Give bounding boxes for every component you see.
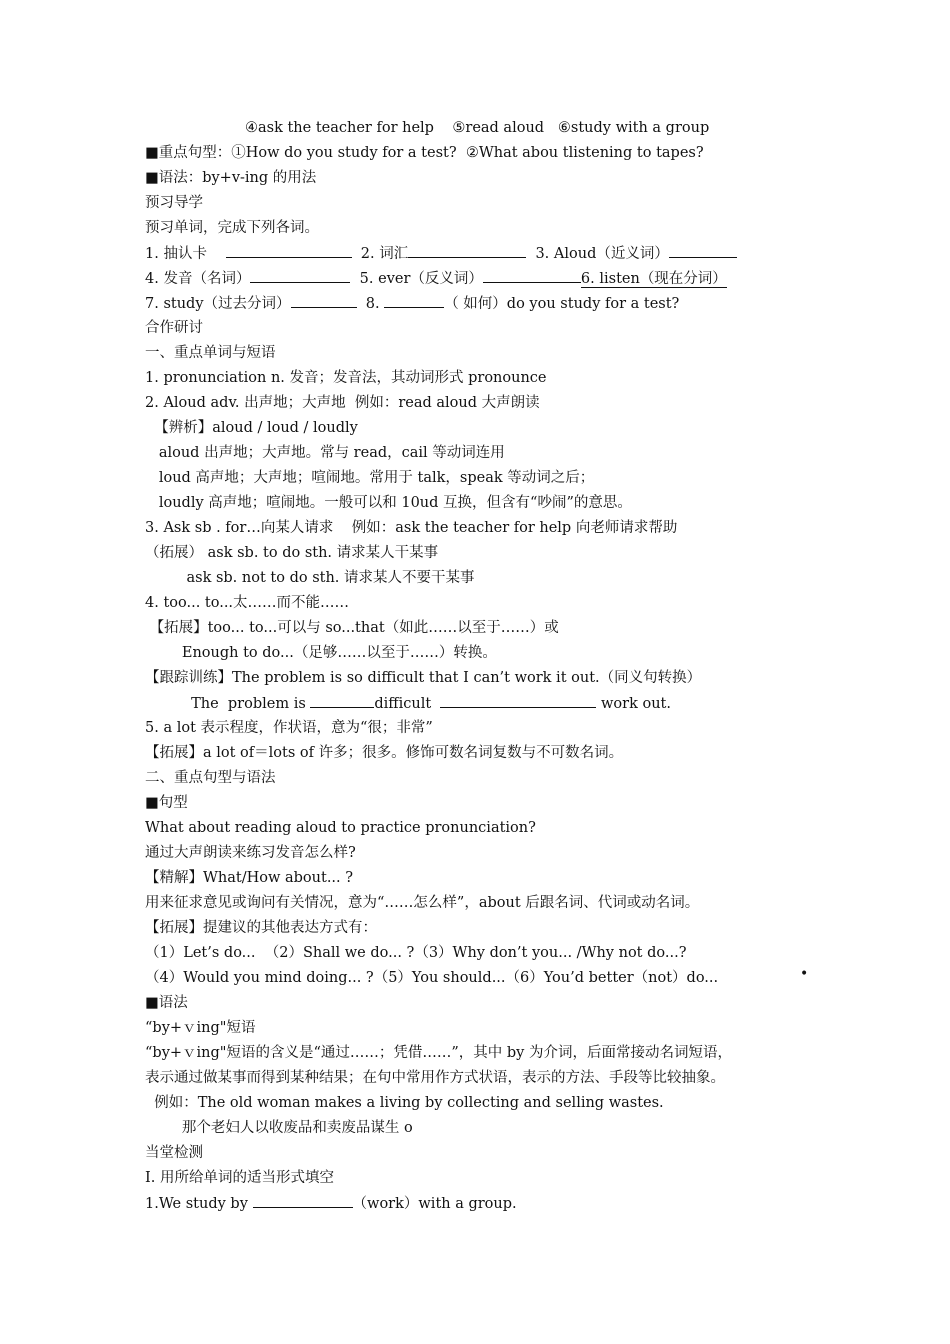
note-loud-meaning: loud 高声地；大声地；喧闹地。常用于 talk，speak 等动词之后；	[145, 470, 595, 486]
answer-blank[interactable]	[291, 293, 357, 308]
answer-blank[interactable]	[440, 693, 596, 708]
note-a-lot-of: 【拓展】a lot of＝lots of 许多；很多。修饰可数名词复数与不可数名词。	[145, 745, 624, 761]
answer-blank[interactable]	[253, 1193, 353, 1208]
note-loudly-meaning: loudly 高声地；喧闹地。一般可以和 10ud 互换，但含有“吵闹”的意思。	[145, 495, 632, 511]
stray-dot: •	[800, 966, 809, 982]
explanation-text: 用来征求意见或询问有关情况，意为“……怎么样”，about 后跟名词、代词或动名词。	[145, 895, 700, 911]
note-ask-for: 3. Ask sb . for…向某人请求 例如：ask the teacher for help 向老师请求帮助	[145, 520, 678, 536]
heading-grammar: ■语法	[145, 995, 188, 1011]
grammar-explanation-1: “by+ｖing"短语的含义是“通过……；凭借……”，其中 by 为介词，后面常接动名词短语，	[145, 1045, 732, 1061]
note-a-lot: 5. a lot 表示程度，作状语，意为“很；非常”	[145, 720, 433, 736]
test-part-1-instruction: Ⅰ. 用所给单词的适当形式填空	[145, 1170, 334, 1186]
exercise-4-label: 4. 发音（名词）	[145, 271, 251, 287]
exercise-1-label: 1. 抽认卡	[145, 246, 212, 262]
note-distinguish: 【辨析】aloud / loud / loudly	[145, 420, 358, 436]
answer-lead: The problem is	[145, 696, 311, 712]
subheading-sentences-grammar: 二、重点句型与语法	[145, 770, 276, 786]
note-pronunciation: 1. pronunciation n. 发音；发音法，其动词形式 pronounce	[145, 370, 547, 386]
note-ask-to-do: （拓展） ask sb. to do sth. 请求某人干某事	[145, 545, 439, 561]
exercise-7-label: 7. study（过去分词）	[145, 296, 291, 312]
preview-instruction: 预习单词，完成下列各词。	[145, 220, 319, 236]
grammar-explanation-2: 表示通过做某事而得到某种结果；在句中常用作方式状语，表示的方法、手段等比较抽象。	[145, 1070, 725, 1086]
example-sentence-zh: 通过大声朗读来练习发音怎么样?	[145, 845, 356, 861]
key-sentences-line: ■重点句型：①How do you study for a test? ②What abou tlistening to tapes?	[145, 145, 704, 161]
section-heading-classroom-test: 当堂检测	[145, 1145, 203, 1161]
note-aloud-meaning: aloud 出声地；大声地。常与 read，cail 等动词连用	[145, 445, 505, 461]
tracking-exercise-answer	[145, 693, 671, 713]
exercise-6-label: 6. listen（现在分词）	[580, 271, 727, 287]
suggestion-list-1: （1）Let’s do... （2）Shall we do... ?（3）Why don’t you... /Why not do...?	[145, 945, 687, 961]
exercise-row-3	[145, 293, 679, 313]
question-1-lead: 1.We study by	[145, 1196, 253, 1212]
note-aloud: 2. Aloud adv. 出声地；大声地 例如：read aloud 大声朗读	[145, 395, 540, 411]
exercise-3-label: 3. Aloud（近义词）	[526, 246, 669, 262]
key-phrases-line: ④ask the teacher for help ⑤read aloud ⑥study with a group	[245, 120, 710, 136]
grammar-line: ■语法：by+v-ing 的用法	[145, 170, 317, 186]
answer-blank[interactable]	[408, 243, 526, 258]
grammar-example-en: 例如：The old woman makes a living by collecting and selling wastes.	[145, 1095, 664, 1111]
answer-blank[interactable]	[310, 693, 374, 708]
tracking-exercise: 【跟踪训练】The problem is so difficult that I can’t work it out.（同义句转换）	[145, 670, 702, 686]
note-enough-to: Enough to do...（足够……以至于……）转换。	[145, 645, 497, 661]
suggestion-list-2: （4）Would you mind doing... ?（5）You should...（6）You’d better（not）do...	[145, 970, 719, 986]
subheading-words-phrases: 一、重点单词与短语	[145, 345, 276, 361]
exercise-8-label: 8.	[356, 296, 385, 312]
answer-blank[interactable]	[226, 243, 352, 258]
answer-blank[interactable]	[384, 293, 444, 308]
exercise-row-2	[145, 268, 727, 288]
grammar-phrase: “by+ｖing"短语	[145, 1020, 256, 1036]
heading-sentence-pattern: ■句型	[145, 795, 188, 811]
answer-blank[interactable]	[483, 268, 581, 283]
note-too-to-extend: 【拓展】too... to...可以与 so...that（如此……以至于……）或	[145, 620, 559, 636]
answer-end: work out.	[596, 696, 671, 712]
exercise-2-label: 2. 词汇	[351, 246, 409, 262]
question-1-end: （work）with a group.	[352, 1196, 517, 1212]
test-question-1	[145, 1193, 517, 1213]
suggestion-heading: 【拓展】提建议的其他表达方式有：	[145, 920, 377, 936]
note-ask-not-to-do: ask sb. not to do sth. 请求某人不要干某事	[145, 570, 475, 586]
exercise-8-text: （ 如何）do you study for a test?	[444, 296, 680, 312]
answer-blank[interactable]	[669, 243, 737, 258]
exercise-row-1	[145, 243, 737, 263]
answer-blank[interactable]	[250, 268, 350, 283]
explanation-heading: 【精解】What/How about... ?	[145, 870, 354, 886]
grammar-example-zh: 那个老妇人以收废品和卖废品谋生 o	[145, 1120, 413, 1136]
exercise-5-label: 5. ever（反义词）	[350, 271, 483, 287]
example-sentence-en: What about reading aloud to practice pronunciation?	[145, 820, 536, 836]
answer-mid: difficult	[374, 696, 441, 712]
section-heading-cooperation: 合作研讨	[145, 320, 203, 336]
note-too-to: 4. too... to...太……而不能……	[145, 595, 350, 611]
section-heading-preview: 预习导学	[145, 195, 203, 211]
